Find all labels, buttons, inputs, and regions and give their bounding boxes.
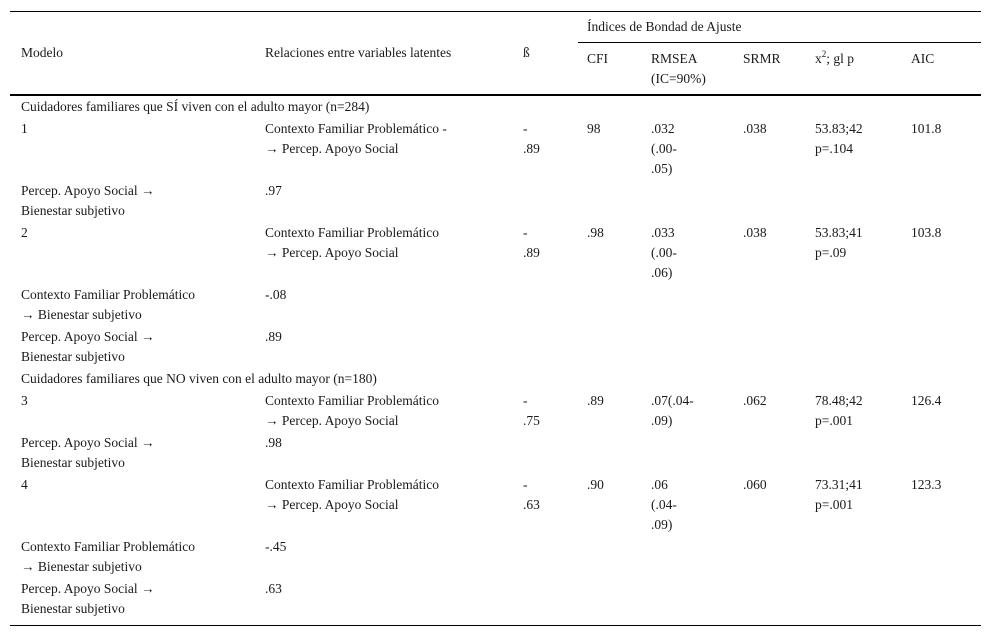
header-chi-square: $x^2$; gl p — [815, 49, 855, 66]
cell-beta: - — [523, 225, 528, 240]
cell-subbeta: .97 — [265, 183, 282, 198]
cell-subpath: Percep. Apoyo Social → — [21, 183, 155, 198]
cell-rmsea: (.00- — [651, 245, 677, 260]
cell-subpath: Contexto Familiar Problemático — [21, 539, 195, 554]
bottom-rule — [10, 625, 981, 626]
cell-relacion: Contexto Familiar Problemático - — [265, 121, 447, 136]
cell-beta: - — [523, 477, 528, 492]
cell-rmsea: .05) — [651, 161, 673, 176]
cell-aic: 103.8 — [911, 225, 942, 240]
cell-subbeta: -.08 — [265, 287, 287, 302]
cell-relacion: Contexto Familiar Problemático — [265, 393, 439, 408]
header-rule — [10, 94, 981, 96]
cell-subbeta: .89 — [265, 329, 282, 344]
cell-subbeta: -.45 — [265, 539, 287, 554]
cell-aic: 101.8 — [911, 121, 942, 136]
cell-relacion: Contexto Familiar Problemático — [265, 225, 439, 240]
section-title: Cuidadores familiares que NO viven con el adulto mayor (n=180) — [21, 371, 377, 386]
header-beta: ß — [523, 45, 530, 60]
cell-chi: p=.001 — [815, 413, 853, 428]
header-group-title: Índices de Bondad de Ajuste — [587, 19, 742, 34]
cell-chi: 78.48;42 — [815, 393, 863, 408]
cell-chi: p=.001 — [815, 497, 853, 512]
cell-subpath: Percep. Apoyo Social → — [21, 329, 155, 344]
cell-cfi: .90 — [587, 477, 604, 492]
cell-rmsea: (.04- — [651, 497, 677, 512]
cell-subbeta: .98 — [265, 435, 282, 450]
cell-modelo: 4 — [21, 477, 28, 492]
cell-subpath: Percep. Apoyo Social → — [21, 435, 155, 450]
cell-aic: 126.4 — [911, 393, 942, 408]
cell-srmr: .038 — [743, 225, 767, 240]
cell-srmr: .060 — [743, 477, 767, 492]
cell-rmsea: .032 — [651, 121, 675, 136]
cell-subpath: → Bienestar subjetivo — [21, 307, 142, 322]
cell-chi: p=.104 — [815, 141, 853, 156]
cell-beta: - — [523, 121, 528, 136]
cell-chi: 53.83;42 — [815, 121, 863, 136]
section-title: Cuidadores familiares que SÍ viven con el adulto mayor (n=284) — [21, 99, 370, 114]
header-modelo: Modelo — [21, 45, 63, 60]
cell-aic: 123.3 — [911, 477, 942, 492]
top-rule — [10, 11, 981, 12]
cell-srmr: .038 — [743, 121, 767, 136]
header-aic: AIC — [911, 51, 935, 66]
cell-beta: .89 — [523, 245, 540, 260]
cell-rmsea: (.00- — [651, 141, 677, 156]
cell-relacion: → Percep. Apoyo Social — [265, 141, 399, 156]
cell-modelo: 2 — [21, 225, 28, 240]
header-cfi: CFI — [587, 51, 609, 66]
cell-subpath: Bienestar subjetivo — [21, 455, 125, 470]
cell-rmsea: .07(.04- — [651, 393, 694, 408]
cell-relacion: → Percep. Apoyo Social — [265, 413, 399, 428]
cell-srmr: .062 — [743, 393, 767, 408]
cell-beta: .63 — [523, 497, 540, 512]
cell-cfi: 98 — [587, 121, 601, 136]
cell-subbeta: .63 — [265, 581, 282, 596]
cell-rmsea: .06) — [651, 265, 673, 280]
cell-modelo: 1 — [21, 121, 28, 136]
cell-cfi: .89 — [587, 393, 604, 408]
cell-chi: p=.09 — [815, 245, 847, 260]
cell-beta: .75 — [523, 413, 540, 428]
cell-beta: - — [523, 393, 528, 408]
cell-subpath: Bienestar subjetivo — [21, 601, 125, 616]
cell-subpath: Percep. Apoyo Social → — [21, 581, 155, 596]
cell-cfi: .98 — [587, 225, 604, 240]
cell-rmsea: .09) — [651, 413, 673, 428]
header-rmsea-ic: (IC=90%) — [651, 71, 706, 86]
cell-subpath: Bienestar subjetivo — [21, 203, 125, 218]
cell-rmsea: .033 — [651, 225, 675, 240]
cell-beta: .89 — [523, 141, 540, 156]
cell-relacion: → Percep. Apoyo Social — [265, 497, 399, 512]
cell-subpath: Bienestar subjetivo — [21, 349, 125, 364]
header-rmsea: RMSEA — [651, 51, 698, 66]
cell-rmsea: .09) — [651, 517, 673, 532]
header-relaciones: Relaciones entre variables latentes — [265, 45, 452, 60]
cell-chi: 53.83;41 — [815, 225, 863, 240]
cell-modelo: 3 — [21, 393, 28, 408]
cell-rmsea: .06 — [651, 477, 668, 492]
cell-chi: 73.31;41 — [815, 477, 863, 492]
cell-relacion: Contexto Familiar Problemático — [265, 477, 439, 492]
cell-subpath: → Bienestar subjetivo — [21, 559, 142, 574]
header-srmr: SRMR — [743, 51, 781, 66]
cell-relacion: → Percep. Apoyo Social — [265, 245, 399, 260]
group-rule — [578, 42, 981, 43]
cell-subpath: Contexto Familiar Problemático — [21, 287, 195, 302]
